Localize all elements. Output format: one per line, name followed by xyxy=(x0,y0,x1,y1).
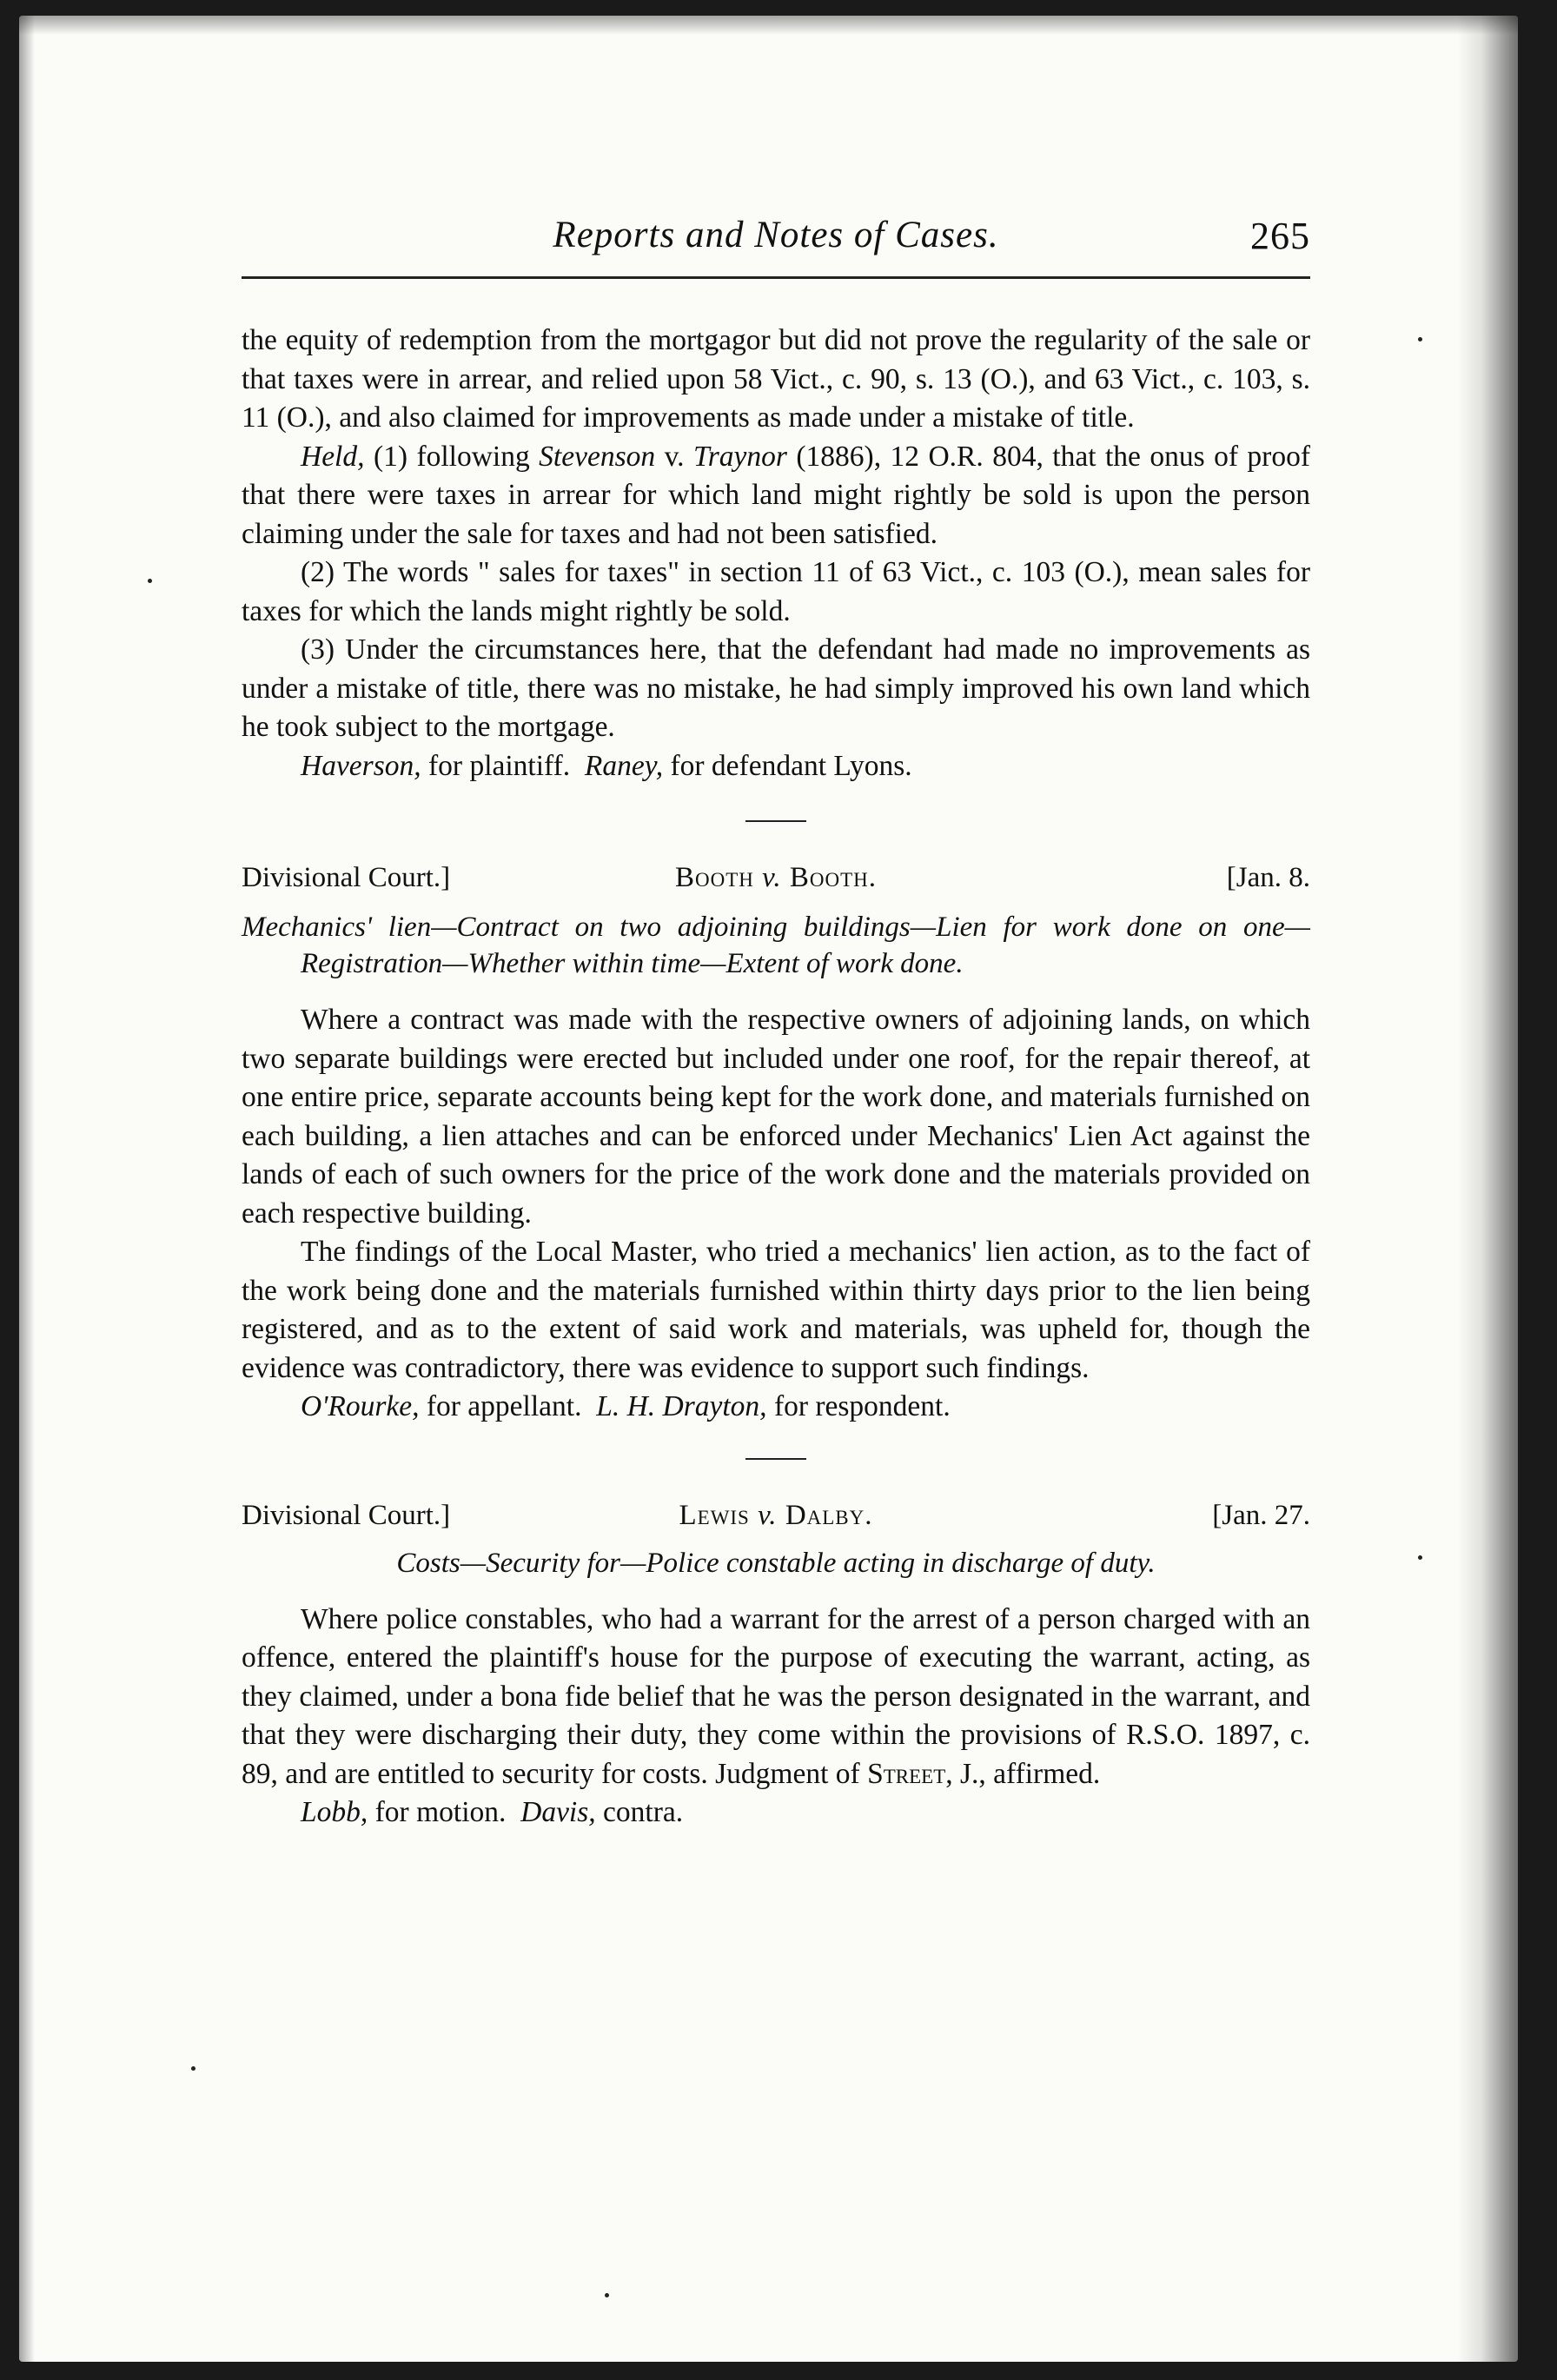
counsel-name: Raney, xyxy=(584,749,664,782)
page-body xyxy=(242,322,1310,1833)
case-title xyxy=(242,1500,1310,1532)
headnote: Costs—Security for—Police constable acting in discharge of duty. xyxy=(396,1547,1156,1579)
counsel-role: for defendant Lyons. xyxy=(663,749,912,782)
party-defendant: Dalby. xyxy=(785,1499,873,1531)
counsel-line xyxy=(242,1793,1310,1833)
counsel-name: O'Rourke, xyxy=(301,1390,420,1422)
page-header xyxy=(242,214,1310,275)
counsel-role: contra. xyxy=(595,1796,684,1828)
case-paragraph xyxy=(242,1601,1310,1794)
scanned-page xyxy=(19,16,1518,2362)
page-shadow-left xyxy=(19,16,35,2362)
holding-3: (3) Under the circumstances here, that the defendant had made no improvements as under a mistake of title, there was no mistake, he had simply improved his own land which he took subject to the mortgage. xyxy=(242,633,1310,743)
page-shadow-right xyxy=(1457,16,1518,2362)
case-paragraph: Where a contract was made with the respective owners of adjoining lands, on which two separate buildings were erected but included under one roof, for the repair thereof, at one entire price, separate accounts being kept for the work done, and materials furnished on each building, a lien attaches and can be enforced under Mechanics' Lien Act against the lands of each of such owners for the price of the work done and the materials provided on each respective building. xyxy=(242,1004,1310,1230)
party-plaintiff: Lewis xyxy=(679,1499,750,1531)
counsel-name: Haverson, xyxy=(301,749,421,782)
counsel-role: for respondent. xyxy=(766,1390,951,1422)
party-plaintiff: Booth xyxy=(675,862,754,893)
held-text-rest: (1886), 12 O.R. 804, that the onus of proof that there were taxes in arrear for which land might rightly be sold is upon the person claiming under the sale for taxes and had not been satisfied. xyxy=(242,440,1310,550)
case-paragraph: The findings of the Local Master, who tried a mechanics' lien action, as to the fact of the work being done and the materials furnished within thirty days prior to the lien being registered, and as to the extent of said work and materials, was upheld for, though the evidence was contradictory, there was evidence to support such findings. xyxy=(242,1236,1310,1384)
case-caption xyxy=(242,862,1310,904)
speck xyxy=(1418,337,1422,341)
speck xyxy=(605,2293,609,2297)
counsel-line xyxy=(242,747,1310,786)
cited-case-party-2: Traynor xyxy=(692,440,787,473)
page-number: 265 xyxy=(1250,215,1310,257)
counsel-name: Lobb, xyxy=(301,1796,368,1828)
counsel-name: L. H. Drayton, xyxy=(596,1390,767,1422)
case-text: Where police constables, who had a warrant for the arrest of a person charged with an offence, entered the plaintiff's house for the purpose of executing the warrant, acting, as they claimed, under a bona fide belief that he was the person designated in the warrant, and that they were discharging their duty, they come within the provisions of R.S.O. 1897, c. 89, and are entitled to security for costs. Judgment of xyxy=(242,1602,1310,1790)
case-title xyxy=(242,862,1310,894)
counsel-role: for plaintiff. xyxy=(421,749,571,782)
cited-case-party-1: Stevenson xyxy=(539,440,656,473)
page-shadow-top xyxy=(19,16,1518,35)
counsel-name: Davis, xyxy=(520,1796,596,1828)
counsel-line xyxy=(242,1388,1310,1427)
case-date: [Jan. 27. xyxy=(1212,1499,1310,1531)
judge-name: Street xyxy=(867,1757,946,1790)
case-caption xyxy=(242,1500,1310,1541)
counsel-role: for appellant. xyxy=(419,1390,582,1422)
versus: v. xyxy=(655,440,693,473)
party-defendant: Booth. xyxy=(789,862,877,893)
speck xyxy=(191,2066,195,2071)
court-name: Divisional Court.] xyxy=(242,1499,451,1531)
counsel-role: for motion. xyxy=(368,1796,507,1828)
running-head: Reports and Notes of Cases. xyxy=(553,215,999,255)
court-name: Divisional Court.] xyxy=(242,862,451,893)
speck xyxy=(148,579,152,583)
case-date: [Jan. 8. xyxy=(1226,862,1310,893)
versus: v. xyxy=(762,862,782,893)
continued-paragraph: the equity of redemption from the mortgagor but did not prove the regularity of the sale or that taxes were in arrear, and relied upon 58 Vict., c. 90, s. 13 (O.), and 63 Vict., c. 103, s. 11 (O.), and also claimed for improvements as made under a mistake of title. xyxy=(242,324,1310,434)
held-label: Held, xyxy=(301,440,365,473)
speck xyxy=(1418,1555,1422,1560)
held-paragraph xyxy=(242,438,1310,554)
versus: v. xyxy=(758,1499,778,1531)
header-rule xyxy=(242,276,1310,279)
case-text-rest: , J., affirmed. xyxy=(945,1757,1101,1790)
headnote: Mechanics' lien—Contract on two adjoining buildings—Lien for work done on one—Registration—Whether within time—Extent of work done. xyxy=(242,912,1310,979)
holding-2: (2) The words " sales for taxes" in section 11 of 63 Vict., c. 103 (O.), mean sales for taxes for which the lands might rightly be sold. xyxy=(242,556,1310,627)
held-text: (1) following xyxy=(364,440,540,473)
